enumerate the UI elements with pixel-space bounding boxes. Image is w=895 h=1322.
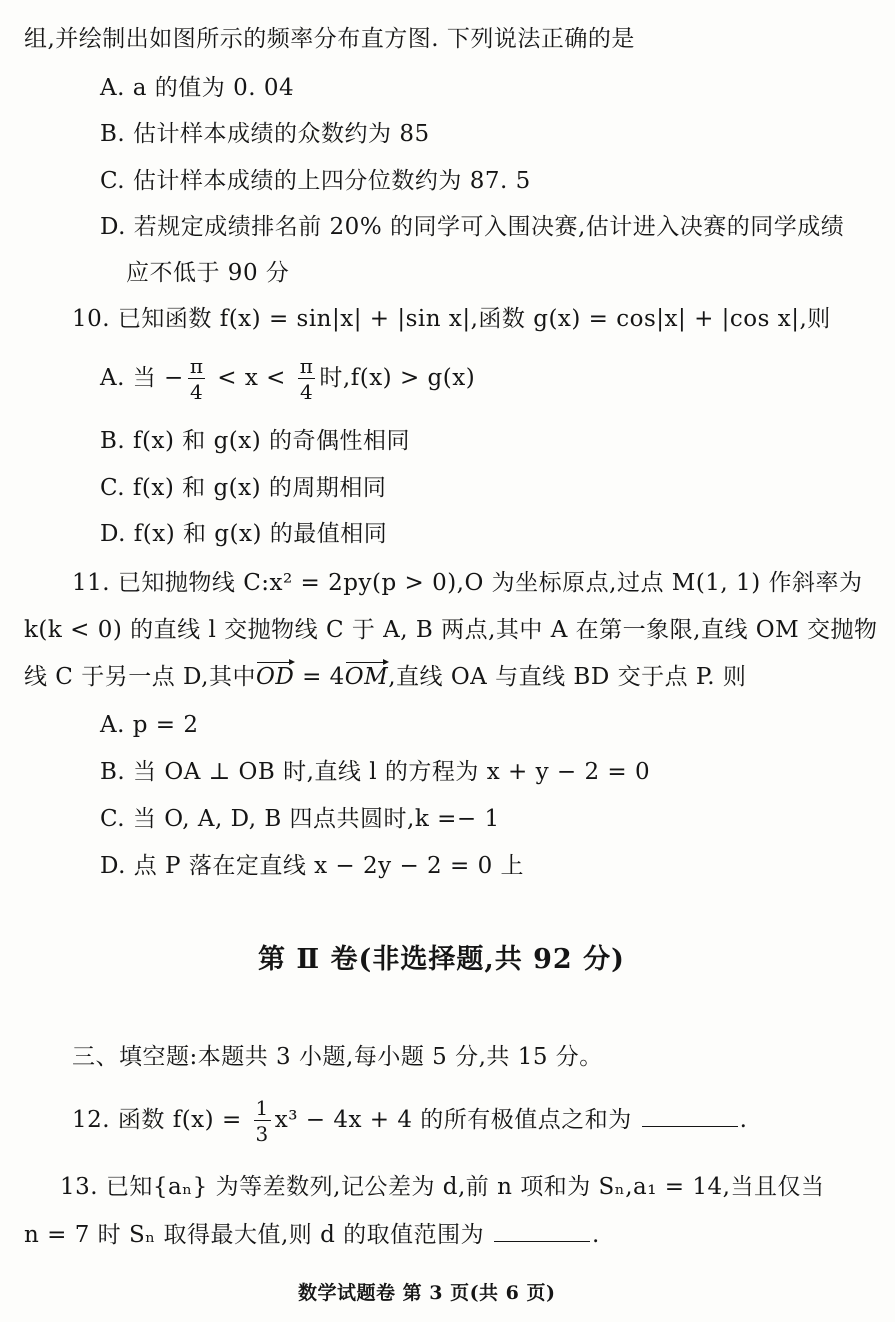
q11-option-c: C. 当 O, A, D, B 四点共圆时,k =− 1 [100,806,500,832]
section-2-title: 第 Ⅱ 卷(非选择题,共 92 分) [258,944,625,975]
q10-option-c: C. f(x) 和 g(x) 的周期相同 [100,475,387,501]
q11-option-b: B. 当 OA ⊥ OB 时,直线 l 的方程为 x + y − 2 = 0 [100,759,651,785]
q11-stem-line3-prefix: 线 C 于另一点 D,其中 [24,664,256,690]
q10-stem: 10. 已知函数 f(x) = sin|x| + |sin x|,函数 g(x) = cos|x| + |cos x|,则 [72,306,831,332]
frac-numerator: 1 [255,1096,269,1120]
q13-answer-blank[interactable] [494,1221,590,1242]
vector-od: OD [255,664,295,690]
q9-option-d-line2: 应不低于 90 分 [126,260,290,286]
q11-stem-line2: k(k < 0) 的直线 l 交抛物线 C 于 A, B 两点,其中 A 在第一象限,直线 OM 交抛物 [24,617,878,643]
q11-stem-line1: 11. 已知抛物线 C:x² = 2py(p > 0),O 为坐标原点,过点 M(1, 1) 作斜率为 [72,570,863,596]
frac-denominator: 4 [299,380,314,404]
frac-denominator: 4 [190,380,204,404]
q13-stem-line2 [24,1220,600,1250]
q12-stem [72,1094,747,1146]
q12-suffix: x³ − 4x + 4 的所有极值点之和为 [274,1107,632,1133]
vector-om: OM [344,664,389,690]
q13-period: . [591,1222,600,1248]
q11-option-d: D. 点 P 落在定直线 x − 2y − 2 = 0 上 [100,853,525,879]
q9-option-b: B. 估计样本成绩的众数约为 85 [100,121,430,147]
frac-numerator: π [189,354,204,378]
q10-option-b: B. f(x) 和 g(x) 的奇偶性相同 [100,428,411,454]
q9-stem-continuation: 组,并绘制出如图所示的频率分布直方图. 下列说法正确的是 [24,26,635,52]
q13-line2-text: n = 7 时 Sₙ 取得最大值,则 d 的取值范围为 [24,1222,485,1248]
q13-stem-line1: 13. 已知{aₙ} 为等差数列,记公差为 d,前 n 项和为 Sₙ,a₁ = 14,当且仅当 [60,1174,825,1200]
q10-option-a-middle: < x < [209,365,294,391]
q11-stem-line3-suffix: ,直线 OA 与直线 BD 交于点 P. 则 [388,664,747,690]
q10-pi-over-4-right [298,356,316,402]
q10-option-a-suffix: 时,f(x) > g(x) [319,365,476,391]
q12-one-third [254,1098,271,1144]
section-3-title: 三、填空题:本题共 3 小题,每小题 5 分,共 15 分。 [72,1044,603,1070]
q12-prefix: 12. 函数 f(x) = [72,1107,250,1133]
q10-option-a [100,352,475,404]
q10-option-d: D. f(x) 和 g(x) 的最值相同 [100,521,388,547]
q9-option-a: A. a 的值为 0. 04 [100,75,295,101]
q9-option-c: C. 估计样本成绩的上四分位数约为 87. 5 [100,168,531,194]
q12-answer-blank[interactable] [642,1106,738,1127]
q11-option-a: A. p = 2 [100,712,199,738]
q11-stem-line3 [24,662,746,692]
q9-option-d-line1: D. 若规定成绩排名前 20% 的同学可入围决赛,估计进入决赛的同学成绩 [100,214,845,240]
q11-equals-four: = 4 [294,664,345,690]
page-footer: 数学试题卷 第 3 页(共 6 页) [298,1282,556,1304]
q10-pi-over-4-left [188,356,206,402]
frac-denominator: 3 [255,1122,269,1146]
q12-period: . [739,1107,748,1133]
q10-option-a-prefix: A. 当 − [100,365,184,391]
frac-numerator: π [299,354,314,378]
